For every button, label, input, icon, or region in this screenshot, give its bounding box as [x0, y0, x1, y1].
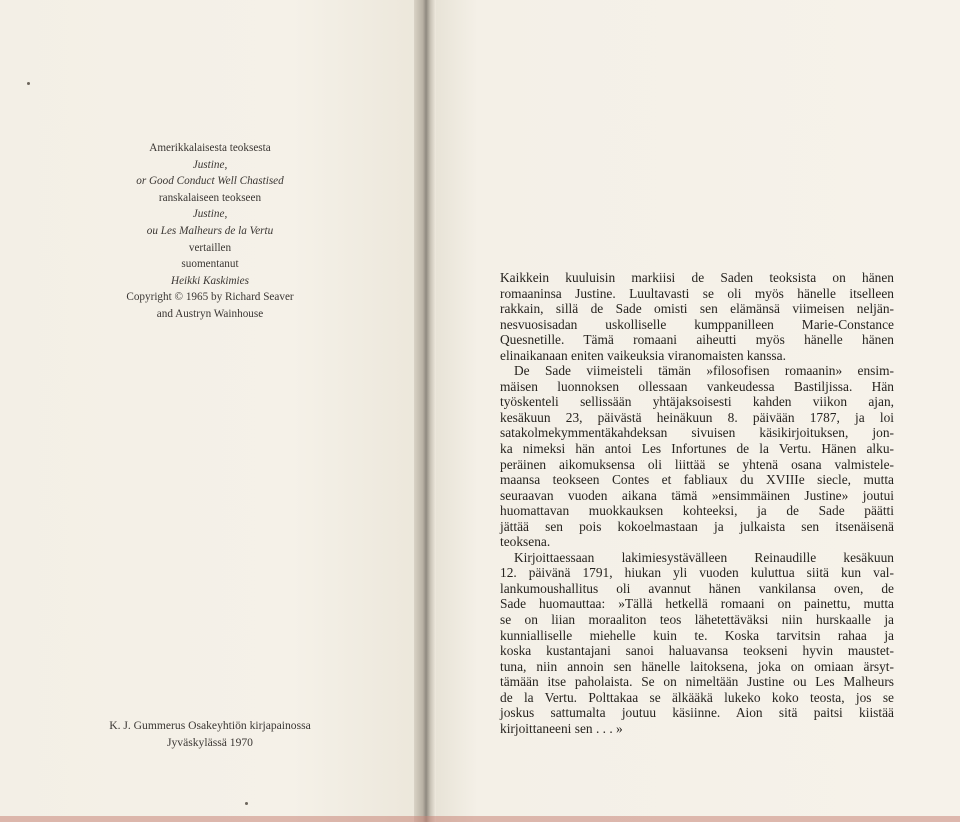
copyright-line: Copyright © 1965 by Richard Seaver: [126, 291, 294, 304]
printer-line: Jyväskylässä 1970: [167, 735, 253, 749]
text-line: nesvuosisadan uskolliselle kumppanilleen Marie-Constance: [500, 316, 894, 332]
colophon: [40, 140, 380, 323]
colophon-line: Amerikkalaisesta teoksesta: [149, 142, 271, 154]
text-line: työskenteli sellissään yhtäjaksoisesti kahden viikon ajan,: [500, 394, 894, 410]
text-line: kesäkuun 23, päivästä heinäkuun 8. päivään 1787, ja loi: [500, 409, 894, 425]
text-line: tuna, niin annoin sen hänelle laitoksena, joka on omiaan ärsyt-: [500, 658, 894, 674]
print-speck: [245, 802, 248, 805]
page-edge: [0, 816, 960, 822]
text-line: Quesnetille. Tämä romaani aiheutti myös hänelle hänen: [500, 332, 894, 348]
colophon-line: suomentanut: [181, 258, 239, 271]
text-line: satakolmekymmentäkahdeksan sivuisen käsikirjoituksen, jon-: [500, 425, 894, 441]
colophon-line: Justine,: [192, 208, 228, 221]
text-line: mäisen luonnoksen ollessaan vankeudessa Bastiljissa. Hän: [500, 378, 894, 394]
text-line: de la Vertu. Polttakaa se älkääkä lukeko koko teosta, jos se: [500, 689, 894, 705]
text-line: De Sade viimeisteli tämän »filosofisen romaanin» ensim-: [514, 363, 894, 379]
colophon-line: vertaillen: [188, 241, 232, 254]
colophon-line: ranskalaiseen teokseen: [158, 191, 262, 204]
text-line: 12. päivänä 1791, hiukan yli vuoden kuluttua siitä kun val-: [500, 565, 894, 581]
text-line: tämään itse paholaista. Se on nimeltään Justine ou Les Malheurs: [500, 674, 894, 690]
printer-line: K. J. Gummerus Osakeyhtiön kirjapainossa: [109, 719, 311, 732]
book-gutter: [414, 0, 436, 822]
printer-imprint: [40, 718, 380, 751]
text-line: Kirjoittaessaan lakimiesystävälleen Reinaudille kesäkuun: [514, 549, 894, 565]
colophon-line: or Good Conduct Well Chastised: [136, 175, 284, 188]
text-line: elinaikanaan eniten vaikeuksia viranomaisten kanssa.: [500, 347, 786, 363]
text-line: kirjoittaneeni sen . . . »: [500, 720, 623, 736]
body-text: [500, 270, 894, 736]
text-line: rakkain, sillä de Sade omisti sen elämänsä viimeisen neljän-: [500, 301, 894, 317]
text-line: Sade huomauttaa: »Tällä hetkellä romaani on painettu, mutta: [500, 596, 894, 612]
text-line: Kaikkein kuuluisin markiisi de Saden teoksista on hänen: [500, 270, 894, 285]
text-line: seuraavan vuoden aikana tämä »ensimmäinen Justine» joutui: [500, 487, 894, 503]
left-page: [0, 0, 418, 822]
text-line: romaaninsa Justine. Luultavasti se oli myös hänelle itselleen: [500, 285, 894, 301]
text-line: huomattavan muokkauksen kohteeksi, ja de Sade päätti: [500, 503, 894, 519]
text-line: ka nimeksi hän antoi Les Infortunes de la Vertu. Hänen alku-: [500, 441, 894, 457]
text-line: teoksena.: [500, 534, 551, 550]
translator-name: Heikki Kaskimies: [171, 274, 249, 287]
print-speck: [27, 82, 30, 85]
text-line: peräinen aikomuksensa oli liittää se yhtenä osana valmistele-: [500, 456, 894, 472]
copyright-line: and Austryn Wainhouse: [156, 307, 264, 320]
text-line: se on liian moraaliton teos lähetettäväksi niin hurskaalle ja: [500, 612, 894, 628]
text-line: koska kustantajani sanoi haluavansa teokseni hyvin maustet-: [500, 643, 894, 659]
colophon-line: Justine,: [192, 158, 228, 171]
colophon-line: ou Les Malheurs de la Vertu: [146, 224, 274, 237]
text-line: jättää sen pois kokoelmastaan ja julkaista sen itsenäisenä: [500, 518, 894, 534]
text-line: maansa teokseen Contes et fabliaux du XVIIIe siecle, mutta: [500, 472, 894, 488]
text-line: lankumoushallitus oli avannut hänen vankilansa oven, de: [500, 580, 894, 596]
text-line: kunnialliselle miehelle kuin te. Koska tarvitsin rahaa ja: [500, 627, 894, 643]
text-line: joskus sattumalta joutuu käsiinne. Aion sitä paitsi kiistää: [500, 705, 894, 721]
